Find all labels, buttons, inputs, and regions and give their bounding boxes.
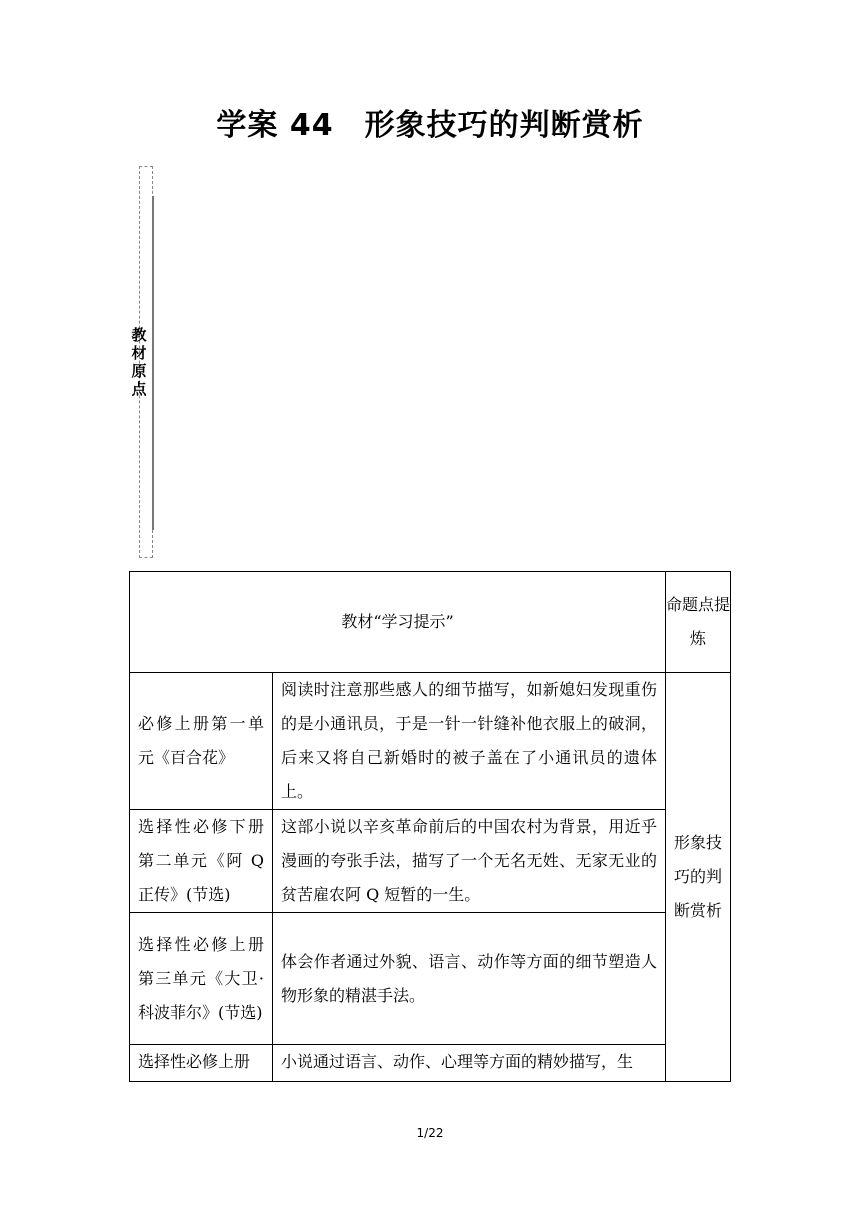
table-row (130, 913, 731, 1045)
study-table (129, 571, 731, 1082)
row-desc: 体会作者通过外貌、语言、动作等方面的细节塑造人物形象的精湛手法。 (273, 913, 666, 1045)
page-title: 学案 44 形象技巧的判断赏析 (216, 108, 644, 143)
page-number: 1/22 (416, 1126, 444, 1140)
row-desc: 这部小说以辛亥革命前后的中国农村为背景，用近乎漫画的夸张手法，描写了一个无名无姓、无家无业的贫苦雇农阿 Q 短暂的一生。 (273, 810, 666, 913)
row-source: 必修上册第一单元《百合花》 (130, 673, 273, 810)
header-main: 教材“学习提示” (130, 572, 666, 673)
row-source: 选择性必修上册 (130, 1045, 273, 1082)
table-row (130, 673, 731, 810)
side-label: 教材原点 (131, 326, 147, 398)
row-source: 选择性必修上册第三单元《大卫·科波菲尔》(节选) (130, 913, 273, 1045)
row-desc: 小说通过语言、动作、心理等方面的精妙描写，生 (273, 1045, 666, 1082)
table-row (130, 1045, 731, 1082)
table-row (130, 810, 731, 913)
table-header-row (130, 572, 731, 673)
row-source: 选择性必修下册第二单元《阿 Q 正传》(节选) (130, 810, 273, 913)
row-desc: 阅读时注意那些感人的细节描写，如新媳妇发现重伤的是小通讯员，于是一针一针缝补他衣服上的破洞，后来又将自己新婚时的被子盖在了小通讯员的遗体上。 (273, 673, 666, 810)
side-divider (152, 196, 154, 530)
topic-tag: 形象技巧的判断赏析 (666, 673, 731, 1082)
header-side: 命题点提炼 (666, 572, 731, 673)
